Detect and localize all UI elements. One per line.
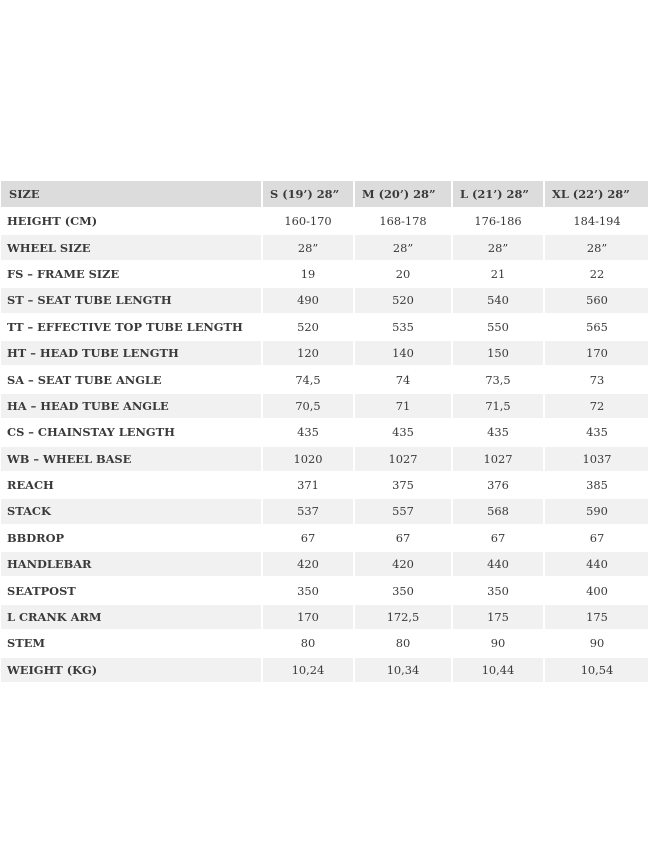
cell-value: 28”: [263, 235, 353, 259]
cell-value: 435: [453, 420, 543, 444]
cell-value: 385: [545, 473, 648, 497]
cell-value: 80: [355, 631, 451, 655]
cell-value: 80: [263, 631, 353, 655]
row-label: SEATPOST: [1, 578, 261, 602]
cell-value: 520: [355, 288, 451, 312]
geometry-table: [0, 179, 648, 684]
row-label: FS – FRAME SIZE: [1, 262, 261, 286]
cell-value: 28”: [453, 235, 543, 259]
row-label: WEIGHT (KG): [1, 658, 261, 682]
table-row: [1, 447, 648, 471]
table-row: [1, 526, 648, 550]
cell-value: 67: [453, 526, 543, 550]
header-l: L (21’) 28”: [453, 181, 543, 207]
cell-value: 19: [263, 262, 353, 286]
cell-value: 21: [453, 262, 543, 286]
cell-value: 150: [453, 341, 543, 365]
table-row: [1, 341, 648, 365]
cell-value: 540: [453, 288, 543, 312]
cell-value: 184-194: [545, 209, 648, 233]
row-label: TT – EFFECTIVE TOP TUBE LENGTH: [1, 315, 261, 339]
cell-value: 120: [263, 341, 353, 365]
cell-value: 420: [263, 552, 353, 576]
table-row: [1, 209, 648, 233]
cell-value: 71,5: [453, 394, 543, 418]
row-label: STEM: [1, 631, 261, 655]
cell-value: 435: [545, 420, 648, 444]
table-row: [1, 367, 648, 391]
header-s: S (19’) 28”: [263, 181, 353, 207]
row-label: ST – SEAT TUBE LENGTH: [1, 288, 261, 312]
header-m: M (20’) 28”: [355, 181, 451, 207]
cell-value: 350: [355, 578, 451, 602]
table-row: [1, 315, 648, 339]
table-row: [1, 658, 648, 682]
cell-value: 160-170: [263, 209, 353, 233]
cell-value: 420: [355, 552, 451, 576]
table-row: [1, 235, 648, 259]
cell-value: 20: [355, 262, 451, 286]
cell-value: 10,24: [263, 658, 353, 682]
cell-value: 67: [263, 526, 353, 550]
cell-value: 74,5: [263, 367, 353, 391]
geometry-table-container: [0, 179, 648, 684]
cell-value: 170: [545, 341, 648, 365]
cell-value: 400: [545, 578, 648, 602]
cell-value: 140: [355, 341, 451, 365]
cell-value: 71: [355, 394, 451, 418]
cell-value: 375: [355, 473, 451, 497]
cell-value: 72: [545, 394, 648, 418]
cell-value: 520: [263, 315, 353, 339]
cell-value: 28”: [545, 235, 648, 259]
cell-value: 172,5: [355, 605, 451, 629]
row-label: HANDLEBAR: [1, 552, 261, 576]
row-label: STACK: [1, 499, 261, 523]
table-body: [1, 209, 648, 682]
cell-value: 168-178: [355, 209, 451, 233]
cell-value: 10,44: [453, 658, 543, 682]
row-label: WHEEL SIZE: [1, 235, 261, 259]
cell-value: 435: [355, 420, 451, 444]
cell-value: 1020: [263, 447, 353, 471]
cell-value: 90: [545, 631, 648, 655]
row-label: WB – WHEEL BASE: [1, 447, 261, 471]
cell-value: 175: [453, 605, 543, 629]
table-row: [1, 631, 648, 655]
cell-value: 350: [263, 578, 353, 602]
cell-value: 10,54: [545, 658, 648, 682]
row-label: SA – SEAT TUBE ANGLE: [1, 367, 261, 391]
cell-value: 1027: [453, 447, 543, 471]
cell-value: 175: [545, 605, 648, 629]
table-row: [1, 499, 648, 523]
cell-value: 435: [263, 420, 353, 444]
cell-value: 1027: [355, 447, 451, 471]
cell-value: 557: [355, 499, 451, 523]
row-label: BBDROP: [1, 526, 261, 550]
cell-value: 22: [545, 262, 648, 286]
cell-value: 568: [453, 499, 543, 523]
cell-value: 535: [355, 315, 451, 339]
table-row: [1, 262, 648, 286]
cell-value: 565: [545, 315, 648, 339]
table-row: [1, 552, 648, 576]
cell-value: 67: [545, 526, 648, 550]
header-size: SIZE: [1, 181, 261, 207]
cell-value: 176-186: [453, 209, 543, 233]
table-row: [1, 420, 648, 444]
cell-value: 590: [545, 499, 648, 523]
cell-value: 73: [545, 367, 648, 391]
table-row: [1, 473, 648, 497]
row-label: CS – CHAINSTAY LENGTH: [1, 420, 261, 444]
cell-value: 371: [263, 473, 353, 497]
cell-value: 70,5: [263, 394, 353, 418]
cell-value: 560: [545, 288, 648, 312]
row-label: HT – HEAD TUBE LENGTH: [1, 341, 261, 365]
cell-value: 1037: [545, 447, 648, 471]
cell-value: 490: [263, 288, 353, 312]
header-xl: XL (22’) 28”: [545, 181, 648, 207]
table-row: [1, 288, 648, 312]
row-label: L CRANK ARM: [1, 605, 261, 629]
table-row: [1, 394, 648, 418]
cell-value: 10,34: [355, 658, 451, 682]
cell-value: 90: [453, 631, 543, 655]
cell-value: 73,5: [453, 367, 543, 391]
row-label: HA – HEAD TUBE ANGLE: [1, 394, 261, 418]
row-label: REACH: [1, 473, 261, 497]
cell-value: 28”: [355, 235, 451, 259]
cell-value: 67: [355, 526, 451, 550]
cell-value: 550: [453, 315, 543, 339]
table-row: [1, 578, 648, 602]
table-header-row: [1, 181, 648, 207]
cell-value: 440: [545, 552, 648, 576]
row-label: HEIGHT (CM): [1, 209, 261, 233]
cell-value: 537: [263, 499, 353, 523]
cell-value: 350: [453, 578, 543, 602]
cell-value: 170: [263, 605, 353, 629]
cell-value: 74: [355, 367, 451, 391]
cell-value: 376: [453, 473, 543, 497]
cell-value: 440: [453, 552, 543, 576]
table-row: [1, 605, 648, 629]
